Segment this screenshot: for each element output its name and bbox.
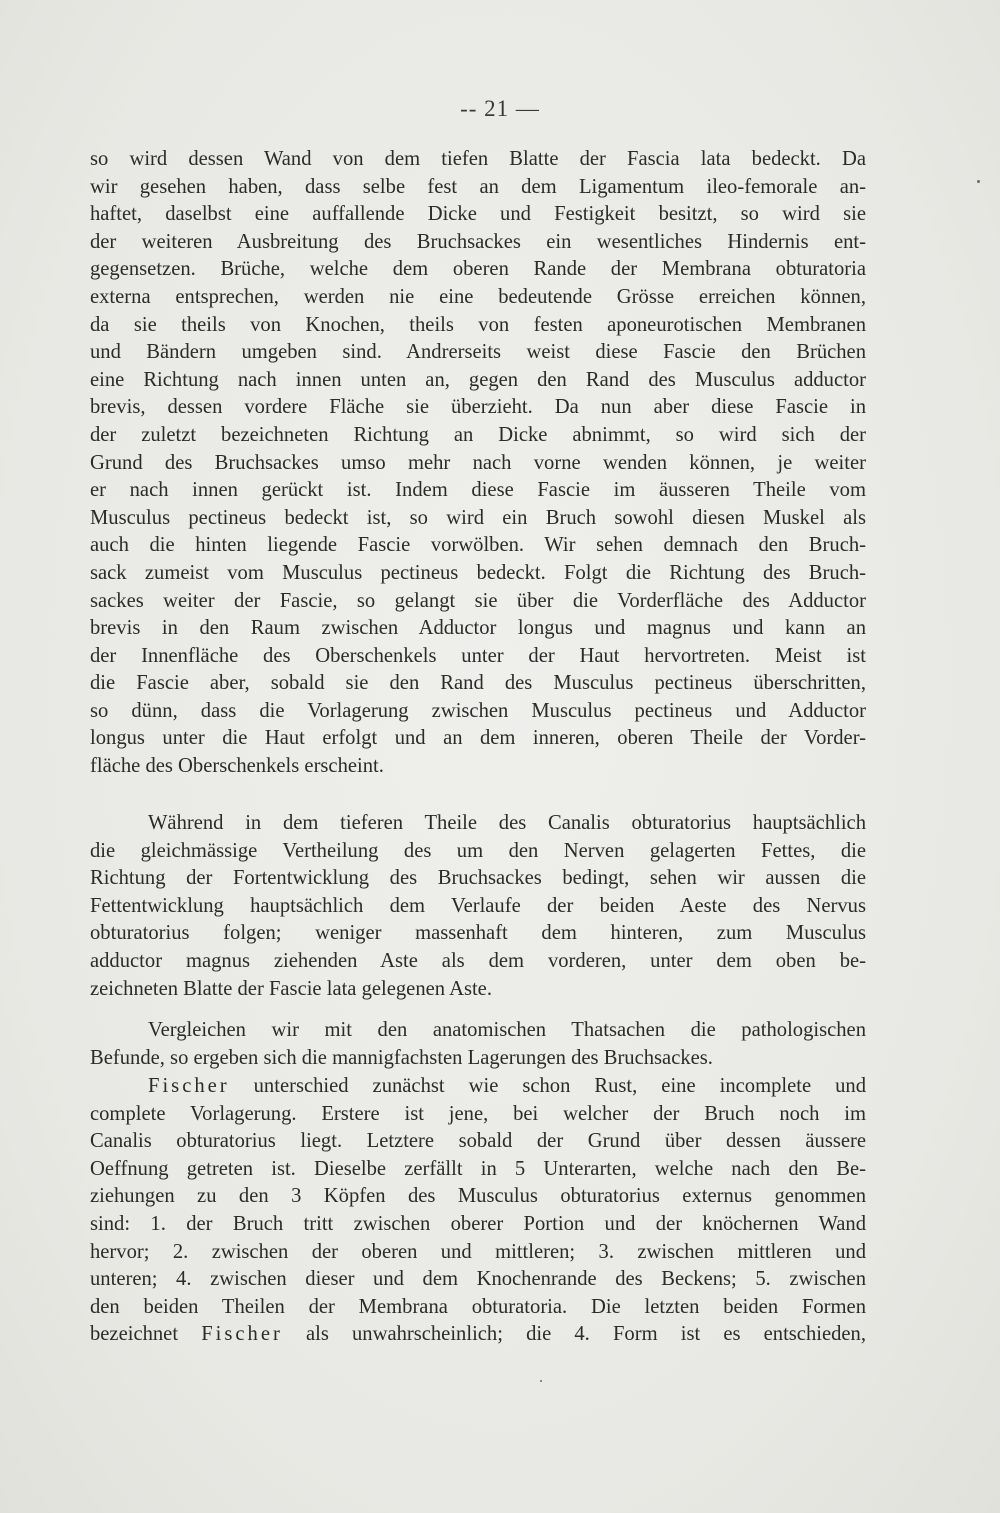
text-line: hervor; 2. zwischen der oberen und mittleren; 3. zwischen mittleren und [90, 1240, 866, 1263]
text-line: ziehungen zu den 3 Köpfen des Musculus obturatorius externus genommen [90, 1185, 866, 1208]
paragraph-4 [90, 1073, 866, 1349]
text-line: auch die hinten liegende Fascie vorwölben. Wir sehen demnach den Bruch- [90, 534, 866, 557]
text-line: der weiteren Ausbreitung des Bruchsackes ein wesentliches Hindernis ent- [90, 230, 866, 253]
text-line: haftet, daselbst eine auffallende Dicke und Festigkeit besitzt, so wird sie [90, 203, 866, 226]
text-line: gegensetzen. Brüche, welche dem oberen Rande der Membrana obturatoria [90, 258, 866, 281]
text-line: so wird dessen Wand von dem tiefen Blatte der Fascia lata bedeckt. Da [90, 148, 866, 170]
text-line: die gleichmässige Vertheilung des um den Nerven gelagerten Fettes, die [90, 839, 866, 862]
text-span: bezeichnet [90, 1323, 202, 1346]
text-line: brevis in den Raum zwischen Adductor longus und magnus und kann an [90, 617, 866, 640]
text-line: Canalis obturatorius liegt. Letztere sobald der Grund über dessen äussere [90, 1130, 866, 1153]
text-line: Befunde, so ergeben sich die mannigfachsten Lagerungen des Bruchsackes. [90, 1046, 713, 1069]
text-line: er nach innen gerückt ist. Indem diese Fascie im äusseren Theile vom [90, 479, 866, 502]
text-line: so dünn, dass die Vorlagerung zwischen Musculus pectineus und Adductor [90, 699, 866, 722]
text-line: eine Richtung nach innen unten an, gegen den Rand des Musculus adductor [90, 368, 866, 391]
text-line: wir gesehen haben, dass selbe fest an dem Ligamentum ileo-femorale an- [90, 175, 866, 198]
paragraph-2 [90, 810, 866, 1003]
text-line: der Innenfläche des Oberschenkels unter der Haut hervortreten. Meist ist [90, 644, 866, 667]
text-line: und Bändern umgeben sind. Andrerseits weist diese Fascie den Brüchen [90, 341, 866, 364]
text-span: unterschied zunächst wie schon Rust, eine incomplete und [229, 1075, 866, 1097]
text-line: Während in dem tieferen Theile des Canalis obturatorius hauptsächlich [148, 812, 866, 834]
paper-speck [540, 1380, 542, 1382]
text-line: Grund des Bruchsackes umso mehr nach vorne wenden können, je weiter [90, 451, 866, 474]
text-line [90, 1321, 866, 1349]
text-line: die Fascie aber, sobald sie den Rand des Musculus pectineus überschritten, [90, 672, 866, 695]
text-line: adductor magnus ziehenden Aste als dem vorderen, unter dem oben be- [90, 949, 866, 972]
text-line: complete Vorlagerung. Erstere ist jene, bei welcher der Bruch noch im [90, 1102, 866, 1125]
text-line: Oeffnung getreten ist. Dieselbe zerfällt in 5 Unterarten, welche nach den Be- [90, 1157, 866, 1180]
text-line: sind: 1. der Bruch tritt zwischen oberer Portion und der knöchernen Wand [90, 1212, 866, 1235]
text-line: Fettentwicklung hauptsächlich dem Verlaufe der beiden Aeste des Nervus [90, 894, 866, 917]
text-line: Vergleichen wir mit den anatomischen Thatsachen die pathologischen [148, 1019, 866, 1041]
text-line: Richtung der Fortentwicklung des Bruchsackes bedingt, sehen wir aussen die [90, 867, 866, 890]
text-line: da sie theils von Knochen, theils von festen aponeurotischen Membranen [90, 313, 866, 336]
text-line: zeichneten Blatte der Fascie lata gelegenen Aste. [90, 977, 492, 1000]
text-line: fläche des Oberschenkels erscheint. [90, 755, 384, 778]
author-name: Fischer [201, 1323, 283, 1346]
paragraph-3 [90, 1017, 866, 1072]
text-line: sackes weiter der Fascie, so gelangt sie über die Vorderfläche des Adductor [90, 589, 866, 612]
text-line: der zuletzt bezeichneten Richtung an Dicke abnimmt, so wird sich der [90, 423, 866, 446]
page-number: -- 21 — [460, 96, 540, 121]
text-line: unteren; 4. zwischen dieser und dem Knochenrande des Beckens; 5. zwischen [90, 1268, 866, 1291]
text-line: sack zumeist vom Musculus pectineus bedeckt. Folgt die Richtung des Bruch- [90, 561, 866, 584]
text-line [90, 1073, 866, 1101]
text-line: brevis, dessen vordere Fläche sie überzieht. Da nun aber diese Fascie in [90, 396, 866, 419]
paper-speck [977, 180, 980, 183]
author-name: Fischer [148, 1075, 230, 1097]
text-span: als unwahrscheinlich; die 4. Form ist es entschieden, [282, 1323, 866, 1346]
text-line: Musculus pectineus bedeckt ist, so wird ein Bruch sowohl diesen Muskel als [90, 506, 866, 529]
text-line: obturatorius folgen; weniger massenhaft dem hinteren, zum Musculus [90, 922, 866, 945]
paragraph-1 [90, 146, 866, 781]
text-line: longus unter die Haut erfolgt und an dem inneren, oberen Theile der Vorder- [90, 727, 866, 750]
text-line: externa entsprechen, werden nie eine bedeutende Grösse erreichen können, [90, 285, 866, 308]
text-line: den beiden Theilen der Membrana obturatoria. Die letzten beiden Formen [90, 1295, 866, 1318]
